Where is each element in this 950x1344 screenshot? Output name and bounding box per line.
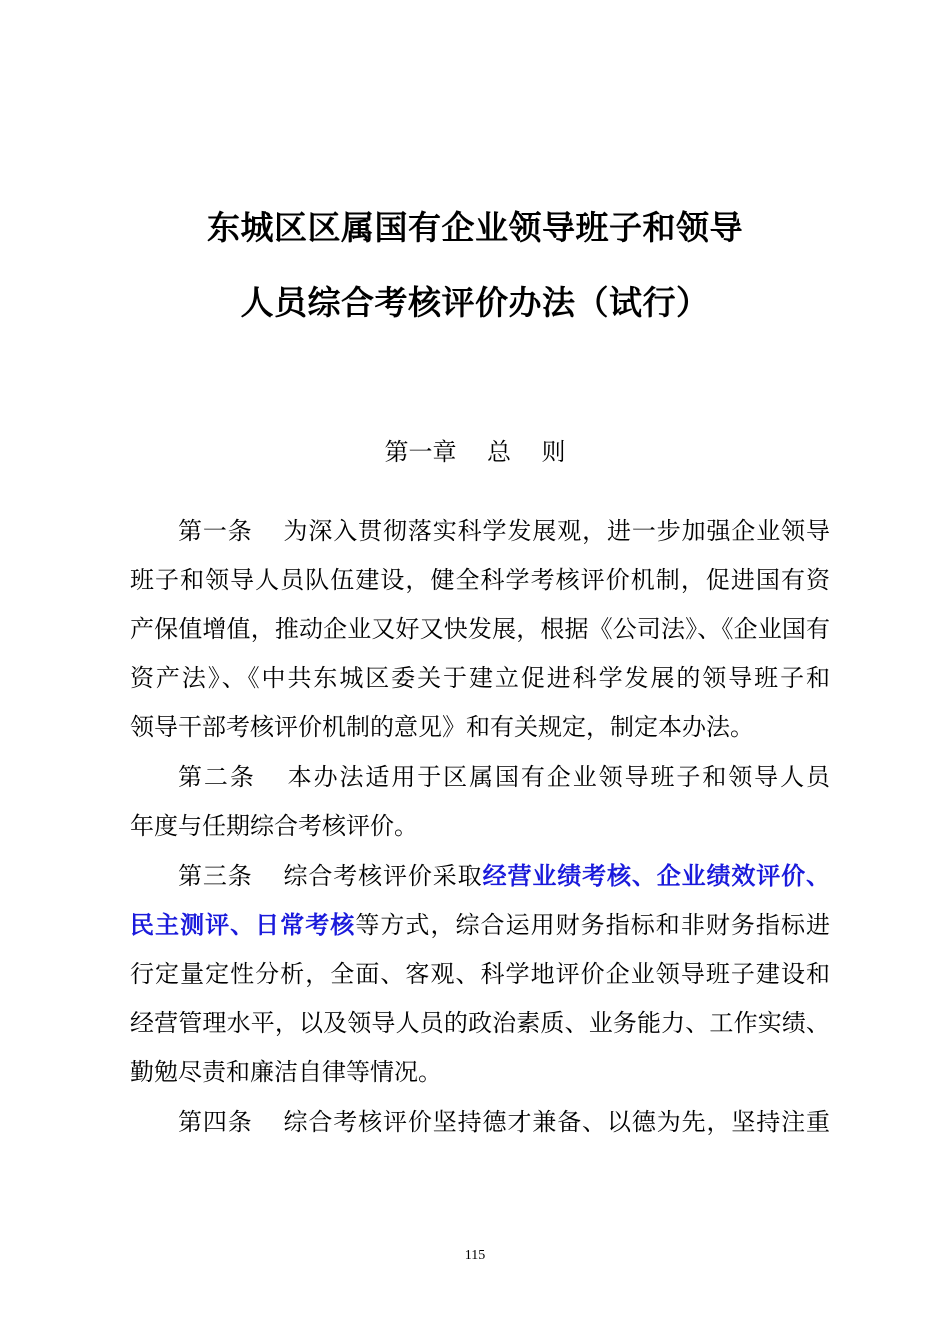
article-3-highlight-2: 民主测评、日常考核 <box>130 911 356 939</box>
article-1-line-4: 资产法》、《中共东城区委关于建立促进科学发展的领导班子和 <box>130 664 830 692</box>
article-3-line-1 <box>178 857 830 895</box>
article-1-line-2: 班子和领导人员队伍建设，健全科学考核评价机制，促进国有资 <box>130 566 830 594</box>
article-2-text-1: 本办法适用于区属国有企业领导班子和领导人员 <box>285 763 830 791</box>
article-1-text-1: 为深入贯彻落实科学发展观，进一步加强企业领导 <box>282 517 830 545</box>
article-3-highlight-1: 经营业绩考核、企业绩效评价、 <box>482 862 831 890</box>
chapter-heading: 第一章 总 则 <box>384 438 566 466</box>
article-1-line-5: 领导干部考核评价机制的意见》和有关规定，制定本办法。 <box>130 713 754 741</box>
article-3-text-2: 等方式，综合运用财务指标和非财务指标进 <box>355 911 831 939</box>
document-title-line-2: 人员综合考核评价办法（试行） <box>240 283 710 322</box>
article-2-label: 第二条 <box>178 763 256 791</box>
article-3-text-1: 综合考核评价采取 <box>282 862 483 890</box>
article-1-line-1 <box>178 512 830 550</box>
article-3-line-2 <box>130 906 830 944</box>
article-2-line-2: 年度与任期综合考核评价。 <box>130 812 418 840</box>
document-title-line-1: 东城区区属国有企业领导班子和领导 <box>207 208 743 247</box>
article-1-label: 第一条 <box>178 517 253 545</box>
article-4-line-1 <box>178 1103 830 1141</box>
article-3-label: 第三条 <box>178 862 253 890</box>
article-3-line-4: 经营管理水平，以及领导人员的政治素质、业务能力、工作实绩、 <box>130 1009 830 1037</box>
page-number: 115 <box>464 1248 486 1263</box>
article-2-line-1 <box>178 758 830 796</box>
article-3-line-3: 行定量定性分析，全面、客观、科学地评价企业领导班子建设和 <box>130 960 830 988</box>
article-4-label: 第四条 <box>178 1108 253 1136</box>
article-4-text-1: 综合考核评价坚持德才兼备、以德为先，坚持注重 <box>282 1108 830 1136</box>
article-3-line-5: 勤勉尽责和廉洁自律等情况。 <box>130 1058 442 1086</box>
article-1-line-3: 产保值增值，推动企业又好又快发展，根据《公司法》、《企业国有 <box>130 615 830 643</box>
